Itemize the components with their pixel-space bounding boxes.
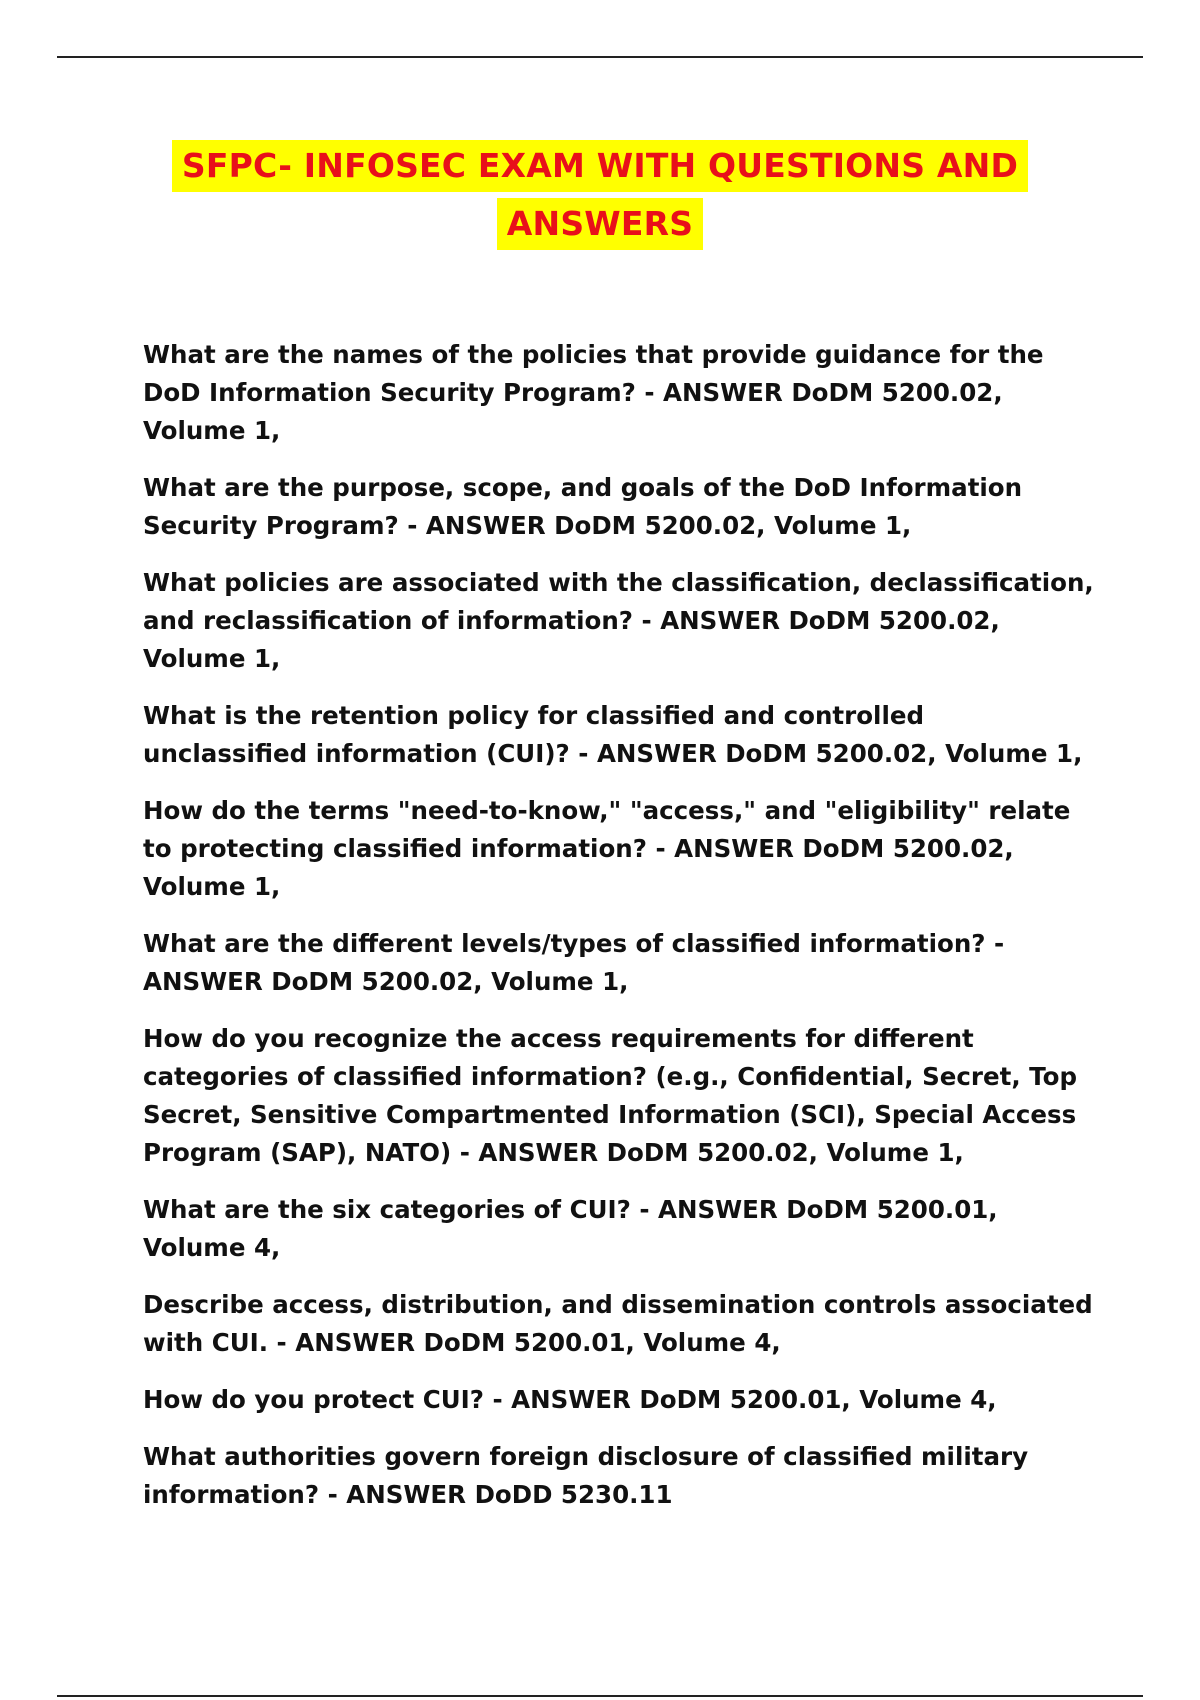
- title-line-2: ANSWERS: [497, 198, 703, 250]
- qa-entry: What are the different levels/types of classified information? - ANSWER DoDM 5200.02, Volume 1,: [143, 929, 1005, 996]
- qa-entry: What are the purpose, scope, and goals of the DoD Information Security Program? - ANSWER DoDM 5200.02, Volume 1,: [143, 473, 1023, 540]
- qa-list: [143, 336, 1095, 1533]
- bottom-rule: [57, 1695, 1143, 1697]
- qa-entry: What is the retention policy for classified and controlled unclassified information (CUI)? - ANSWER DoDM 5200.02, Volume 1,: [143, 701, 1083, 768]
- top-rule: [57, 56, 1143, 58]
- qa-entry: How do the terms "need-to-know," "access," and "eligibility" relate to protecting classified information? - ANSWER DoDM 5200.02, Volume 1,: [143, 796, 1071, 901]
- qa-entry: What are the six categories of CUI? - ANSWER DoDM 5200.01, Volume 4,: [143, 1195, 998, 1262]
- title-line-1: SFPC- INFOSEC EXAM WITH QUESTIONS AND: [172, 140, 1028, 192]
- qa-entry: What are the names of the policies that provide guidance for the DoD Information Security Program? - ANSWER DoDM 5200.02, Volume 1,: [143, 340, 1044, 445]
- qa-entry: What authorities govern foreign disclosure of classified military information? - ANSWER DoDD 5230.11: [143, 1442, 1029, 1509]
- qa-entry: How do you protect CUI? - ANSWER DoDM 5200.01, Volume 4,: [143, 1385, 997, 1414]
- qa-entry: What policies are associated with the classification, declassification, and reclassification of information? - ANSWER DoDM 5200.02, Volume 1,: [143, 568, 1094, 673]
- qa-entry: How do you recognize the access requirements for different categories of classified information? (e.g., Confidential, Secret, Top Secret, Sensitive Compartmented Information (SCI), Special Access Program (SAP), NATO) - ANSWER DoDM 5200.02, Volume 1,: [143, 1024, 1077, 1167]
- qa-entry: Describe access, distribution, and dissemination controls associated with CUI. - ANSWER DoDM 5200.01, Volume 4,: [143, 1290, 1093, 1357]
- document-title: [0, 140, 1200, 250]
